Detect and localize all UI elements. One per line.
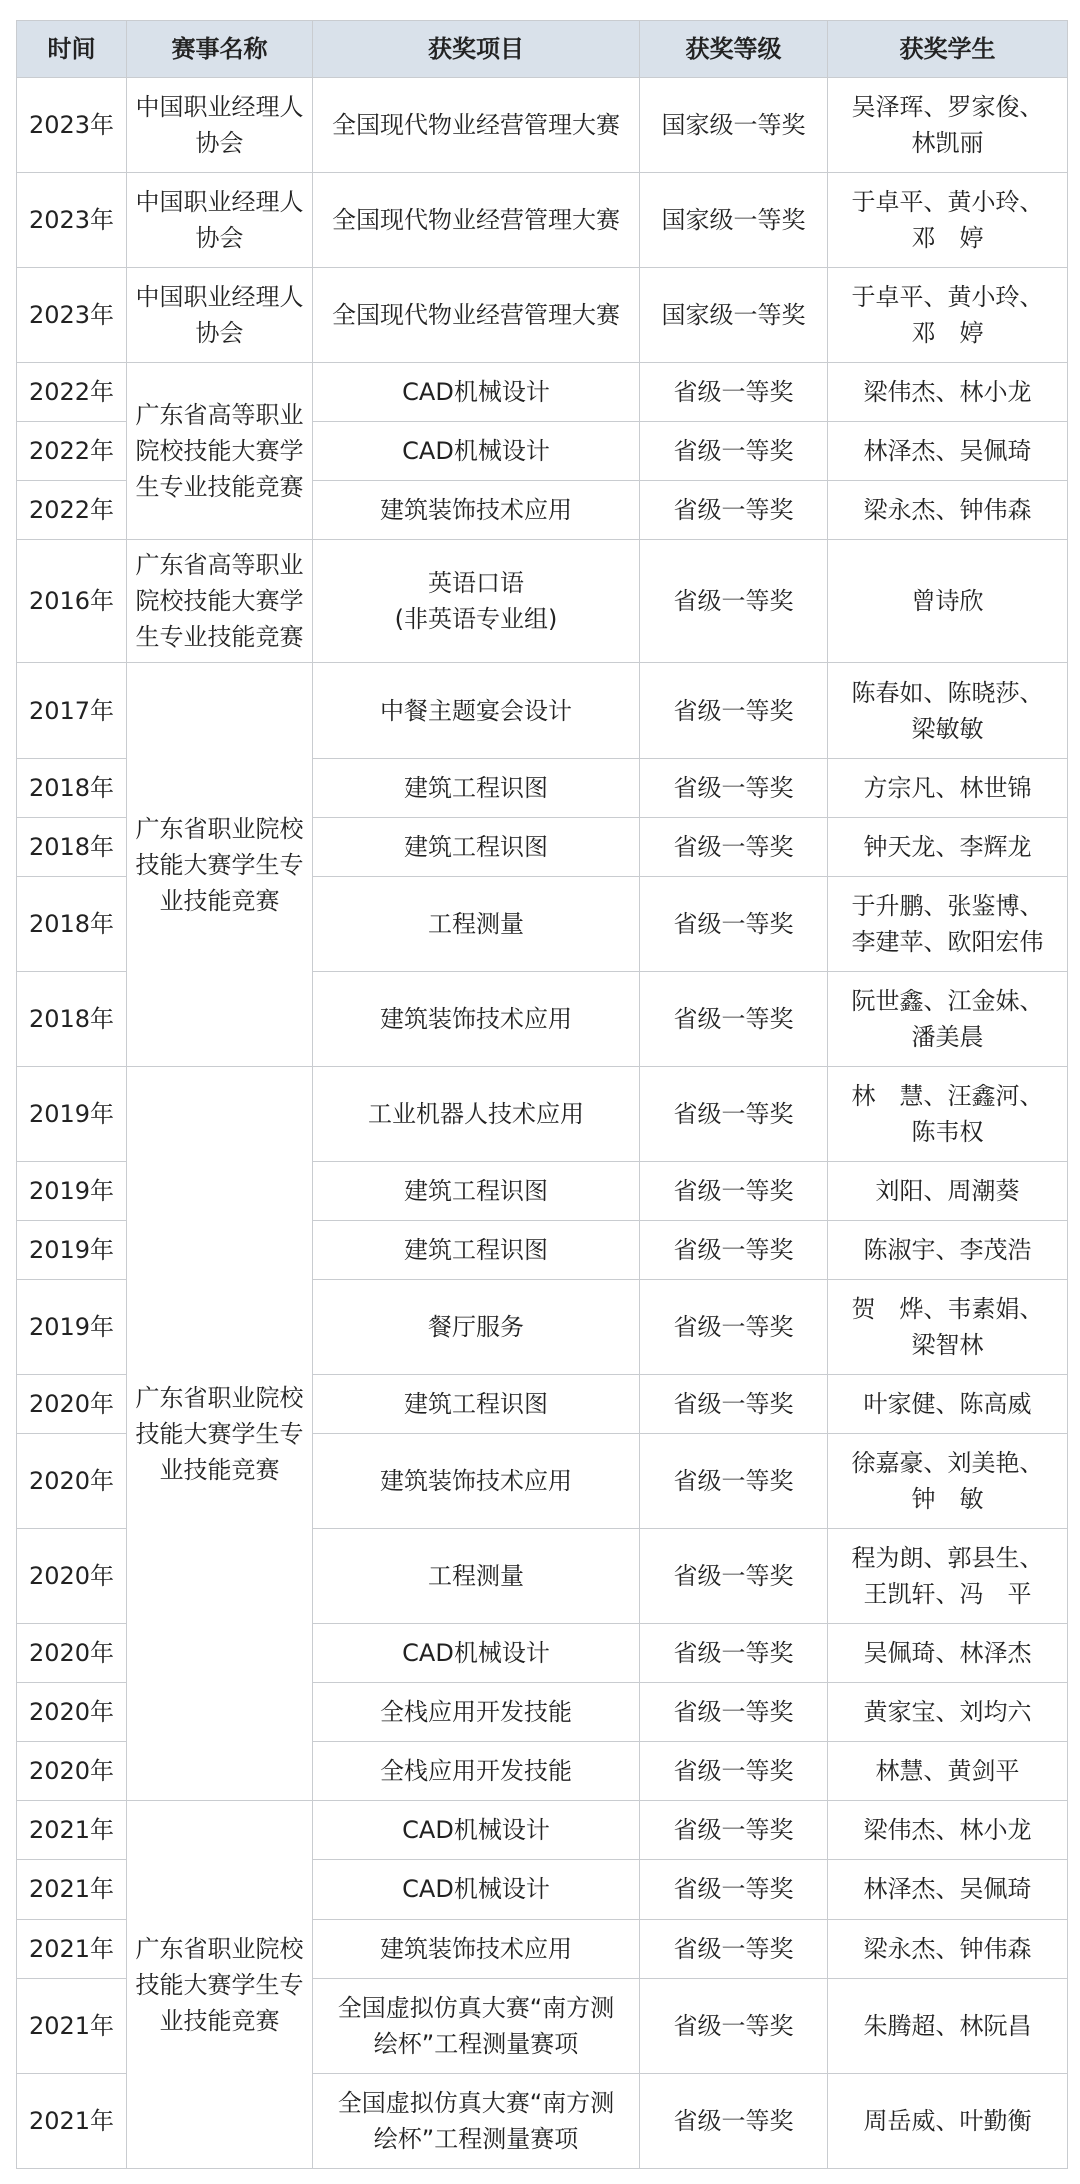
cell-students: 梁伟杰、林小龙	[828, 363, 1068, 422]
cell-year: 2022年	[17, 481, 127, 540]
header-year: 时间	[17, 21, 127, 78]
cell-project: 建筑装饰技术应用	[313, 481, 640, 540]
cell-year: 2020年	[17, 1683, 127, 1742]
cell-level: 省级一等奖	[640, 1279, 828, 1374]
cell-level: 省级一等奖	[640, 1801, 828, 1860]
cell-students: 林泽杰、吴佩琦	[828, 1860, 1068, 1919]
cell-year: 2021年	[17, 2073, 127, 2168]
cell-students: 阮世鑫、江金妹、 潘美晨	[828, 971, 1068, 1066]
cell-students: 刘阳、周潮葵	[828, 1161, 1068, 1220]
table-body	[17, 78, 1068, 2169]
cell-year: 2020年	[17, 1375, 127, 1434]
cell-project: 建筑装饰技术应用	[313, 1434, 640, 1529]
cell-level: 省级一等奖	[640, 971, 828, 1066]
cell-year: 2022年	[17, 363, 127, 422]
cell-students: 林泽杰、吴佩琦	[828, 422, 1068, 481]
cell-students: 黄家宝、刘均六	[828, 1683, 1068, 1742]
cell-year: 2020年	[17, 1434, 127, 1529]
cell-students: 林慧、黄剑平	[828, 1742, 1068, 1801]
cell-level: 省级一等奖	[640, 1161, 828, 1220]
cell-level: 省级一等奖	[640, 1434, 828, 1529]
cell-project: 工程测量	[313, 876, 640, 971]
cell-level: 国家级一等奖	[640, 78, 828, 173]
cell-year: 2017年	[17, 663, 127, 758]
cell-level: 省级一等奖	[640, 1624, 828, 1683]
table-row	[17, 78, 1068, 173]
cell-year: 2018年	[17, 758, 127, 817]
cell-project: CAD机械设计	[313, 1801, 640, 1860]
table-row	[17, 363, 1068, 422]
cell-year: 2021年	[17, 1978, 127, 2073]
cell-level: 省级一等奖	[640, 817, 828, 876]
cell-year: 2023年	[17, 173, 127, 268]
cell-students: 于卓平、黄小玲、 邓 婷	[828, 268, 1068, 363]
cell-project: 工程测量	[313, 1529, 640, 1624]
awards-table	[16, 20, 1068, 2169]
cell-students: 曾诗欣	[828, 540, 1068, 663]
table-row	[17, 1801, 1068, 1860]
cell-level: 省级一等奖	[640, 1220, 828, 1279]
cell-year: 2022年	[17, 422, 127, 481]
cell-event: 广东省职业院校技能大赛学生专业技能竞赛	[127, 1801, 313, 2169]
cell-project: 全国虚拟仿真大赛“南方测 绘杯”工程测量赛项	[313, 2073, 640, 2168]
cell-project: 英语口语 (非英语专业组)	[313, 540, 640, 663]
cell-year: 2021年	[17, 1919, 127, 1978]
cell-year: 2019年	[17, 1220, 127, 1279]
cell-project: 建筑装饰技术应用	[313, 1919, 640, 1978]
cell-students: 梁永杰、钟伟森	[828, 1919, 1068, 1978]
cell-level: 省级一等奖	[640, 663, 828, 758]
cell-year: 2019年	[17, 1161, 127, 1220]
cell-year: 2016年	[17, 540, 127, 663]
cell-project: 建筑工程识图	[313, 817, 640, 876]
table-row	[17, 1066, 1068, 1161]
table-row	[17, 540, 1068, 663]
cell-event: 中国职业经理人协会	[127, 78, 313, 173]
cell-students: 梁永杰、钟伟森	[828, 481, 1068, 540]
cell-event: 广东省高等职业院校技能大赛学生专业技能竞赛	[127, 363, 313, 540]
cell-project: CAD机械设计	[313, 1860, 640, 1919]
cell-year: 2020年	[17, 1624, 127, 1683]
cell-project: 建筑装饰技术应用	[313, 971, 640, 1066]
cell-students: 林 慧、汪鑫河、 陈韦权	[828, 1066, 1068, 1161]
cell-year: 2021年	[17, 1860, 127, 1919]
cell-year: 2021年	[17, 1801, 127, 1860]
cell-year: 2018年	[17, 876, 127, 971]
header-row	[17, 21, 1068, 78]
cell-project: 建筑工程识图	[313, 758, 640, 817]
cell-project: CAD机械设计	[313, 363, 640, 422]
cell-project: 全国现代物业经营管理大赛	[313, 173, 640, 268]
cell-year: 2020年	[17, 1529, 127, 1624]
cell-students: 方宗凡、林世锦	[828, 758, 1068, 817]
cell-students: 钟天龙、李辉龙	[828, 817, 1068, 876]
cell-year: 2018年	[17, 971, 127, 1066]
cell-students: 陈春如、陈晓莎、 梁敏敏	[828, 663, 1068, 758]
cell-level: 省级一等奖	[640, 481, 828, 540]
cell-project: CAD机械设计	[313, 1624, 640, 1683]
cell-project: CAD机械设计	[313, 422, 640, 481]
cell-level: 省级一等奖	[640, 1066, 828, 1161]
cell-level: 省级一等奖	[640, 1919, 828, 1978]
header-project: 获奖项目	[313, 21, 640, 78]
cell-year: 2019年	[17, 1066, 127, 1161]
header-level: 获奖等级	[640, 21, 828, 78]
cell-level: 省级一等奖	[640, 422, 828, 481]
cell-students: 朱腾超、林阮昌	[828, 1978, 1068, 2073]
cell-year: 2018年	[17, 817, 127, 876]
cell-students: 程为朗、郭县生、 王凯轩、冯 平	[828, 1529, 1068, 1624]
cell-level: 省级一等奖	[640, 1529, 828, 1624]
cell-level: 省级一等奖	[640, 1978, 828, 2073]
cell-students: 周岳威、叶勤衡	[828, 2073, 1068, 2168]
cell-students: 吴泽珲、罗家俊、 林凯丽	[828, 78, 1068, 173]
cell-project: 建筑工程识图	[313, 1220, 640, 1279]
cell-event: 广东省职业院校技能大赛学生专业技能竞赛	[127, 1066, 313, 1801]
cell-level: 国家级一等奖	[640, 173, 828, 268]
cell-level: 省级一等奖	[640, 540, 828, 663]
cell-project: 全国虚拟仿真大赛“南方测 绘杯”工程测量赛项	[313, 1978, 640, 2073]
cell-project: 全国现代物业经营管理大赛	[313, 78, 640, 173]
cell-level: 省级一等奖	[640, 1742, 828, 1801]
cell-level: 省级一等奖	[640, 1683, 828, 1742]
cell-students: 梁伟杰、林小龙	[828, 1801, 1068, 1860]
cell-project: 餐厅服务	[313, 1279, 640, 1374]
cell-project: 工业机器人技术应用	[313, 1066, 640, 1161]
cell-event: 广东省高等职业院校技能大赛学生专业技能竞赛	[127, 540, 313, 663]
header-students: 获奖学生	[828, 21, 1068, 78]
cell-level: 省级一等奖	[640, 2073, 828, 2168]
cell-students: 吴佩琦、林泽杰	[828, 1624, 1068, 1683]
cell-students: 叶家健、陈高威	[828, 1375, 1068, 1434]
cell-project: 全栈应用开发技能	[313, 1742, 640, 1801]
cell-event: 广东省职业院校技能大赛学生专业技能竞赛	[127, 663, 313, 1066]
cell-project: 中餐主题宴会设计	[313, 663, 640, 758]
header-event: 赛事名称	[127, 21, 313, 78]
cell-level: 省级一等奖	[640, 1860, 828, 1919]
cell-event: 中国职业经理人协会	[127, 173, 313, 268]
cell-students: 陈淑宇、李茂浩	[828, 1220, 1068, 1279]
cell-project: 建筑工程识图	[313, 1161, 640, 1220]
cell-project: 全国现代物业经营管理大赛	[313, 268, 640, 363]
cell-year: 2023年	[17, 78, 127, 173]
cell-year: 2020年	[17, 1742, 127, 1801]
table-row	[17, 173, 1068, 268]
cell-students: 于升鹏、张鉴博、 李建苹、欧阳宏伟	[828, 876, 1068, 971]
cell-students: 徐嘉豪、刘美艳、 钟 敏	[828, 1434, 1068, 1529]
table-row	[17, 663, 1068, 758]
cell-level: 省级一等奖	[640, 1375, 828, 1434]
cell-students: 贺 烨、韦素娟、 梁智林	[828, 1279, 1068, 1374]
cell-year: 2019年	[17, 1279, 127, 1374]
cell-project: 建筑工程识图	[313, 1375, 640, 1434]
cell-year: 2023年	[17, 268, 127, 363]
cell-level: 省级一等奖	[640, 363, 828, 422]
cell-students: 于卓平、黄小玲、 邓 婷	[828, 173, 1068, 268]
cell-level: 省级一等奖	[640, 758, 828, 817]
cell-event: 中国职业经理人协会	[127, 268, 313, 363]
cell-project: 全栈应用开发技能	[313, 1683, 640, 1742]
cell-level: 国家级一等奖	[640, 268, 828, 363]
cell-level: 省级一等奖	[640, 876, 828, 971]
table-row	[17, 268, 1068, 363]
